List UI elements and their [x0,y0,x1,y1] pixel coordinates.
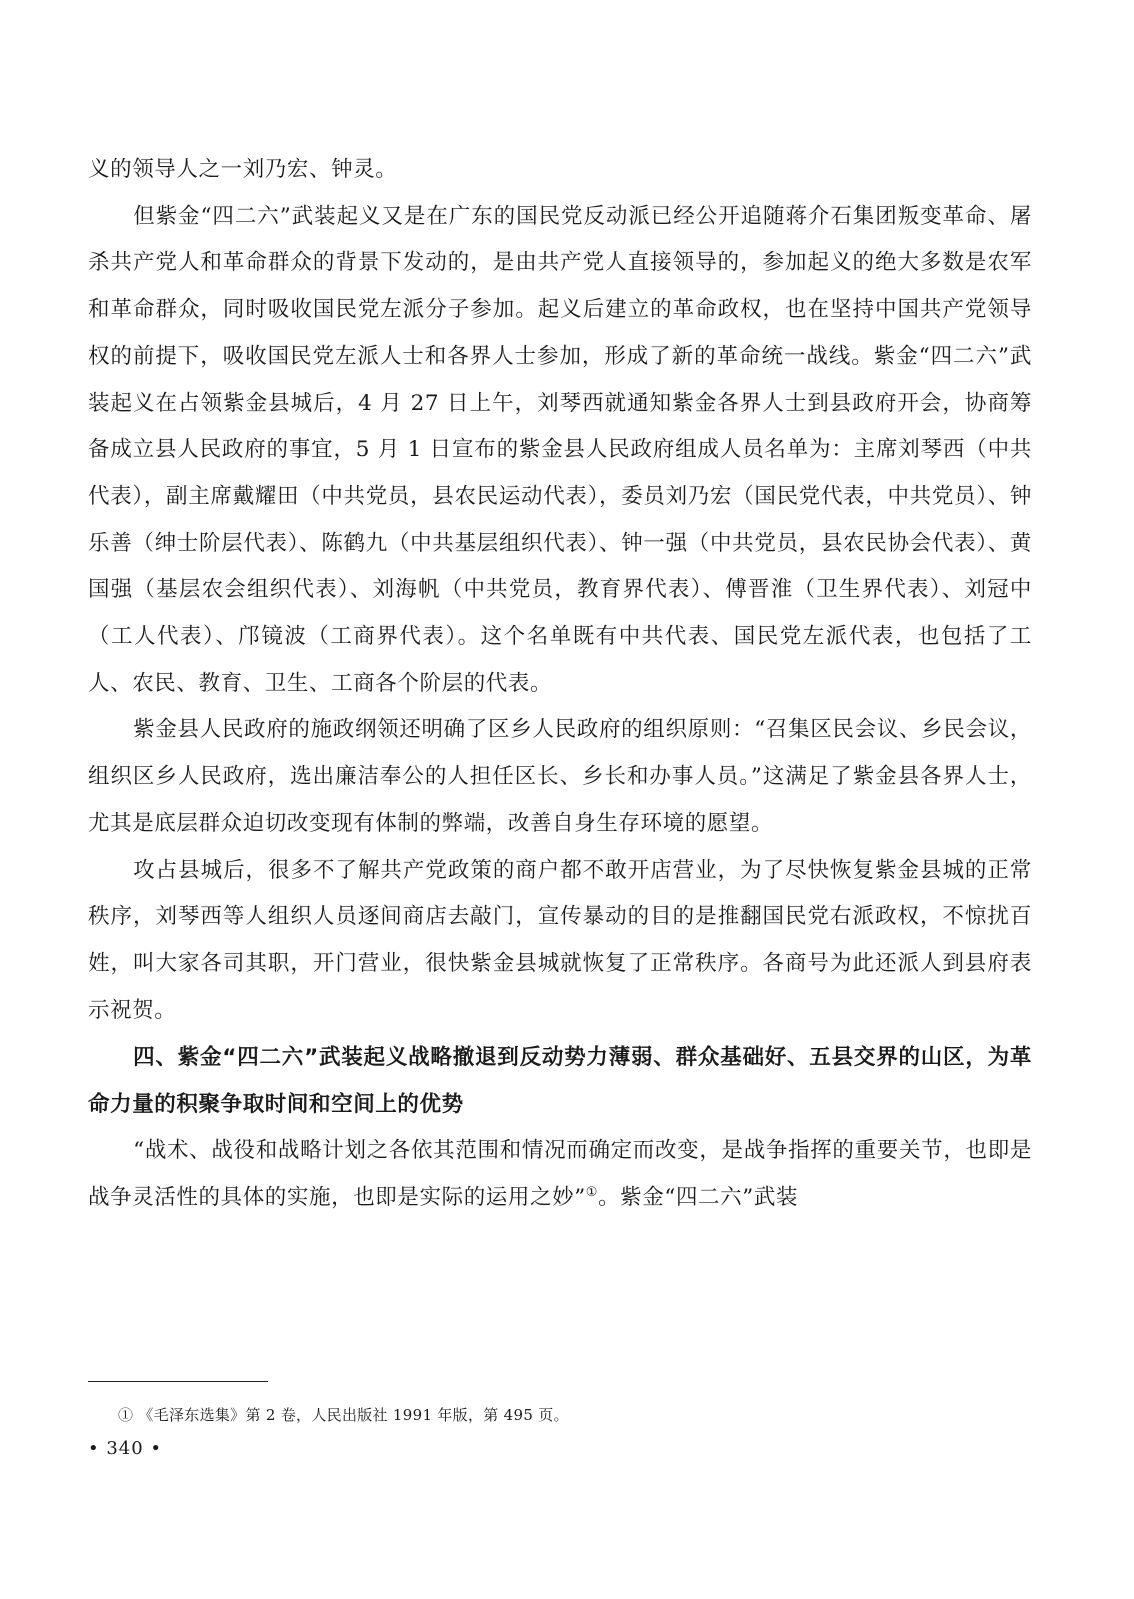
paragraph-strategy-quote [88,1128,1032,1221]
paragraph-restore-order: 攻占县城后，很多不了解共产党政策的商户都不敢开店营业，为了尽快恢复紫金县城的正常秩序，刘琴西等人组织人员逐间商店去敲门，宣传暴动的目的是推翻国民党右派政权，不惊扰百姓，叫大家各司其职，开门营业，很快紫金县城就恢复了正常秩序。各商号为此还派人到县府表示祝贺。 [88,857,1032,1023]
paragraph-continuation: 义的领导人之一刘乃宏、钟灵。 [88,157,398,182]
section-heading: 四、紫金“四二六”武装起义战略撤退到反动势力薄弱、群众基础好、五县交界的山区，为革命力量的积聚争取时间和空间上的优势 [88,1045,1032,1118]
quote-continuation: 。紫金“四二六”武装 [598,1185,799,1211]
paragraph-revolutionary-government: 但紫金“四二六”武装起义又是在广东的国民党反动派已经公开追随蒋介石集团叛变革命、屠杀共产党人和革命群众的背景下发动的，是由共产党人直接领导的，参加起义的绝大多数是农军和革命群众，同时吸收国民党左派分子参加。起义后建立的革命政权，也在坚持中国共产党领导权的前提下，吸收国民党左派人士和各界人士参加，形成了新的革命统一战线。紫金“四二六”武装起义在占领紫金县城后，4 月 27 日上午，刘琴西就通知紫金各界人士到县政府开会，协商筹备成立县人民政府的事宜，5 月 1 日宣布的紫金县人民政府组成人员名单为：主席刘琴西（中共代表），副主席戴耀田（中共党员，县农民运动代表），委员刘乃宏（国民党代表，中共党员）、钟乐善（绅士阶层代表）、陈鹤九（中共基层组织代表）、钟一强（中共党员，县农民协会代表）、黄国强（基层农会组织代表）、刘海帆（中共党员，教育界代表）、傅晋淮（卫生界代表）、刘冠中（工人代表）、邝镜波（工商界代表）。这个名单既有中共代表、国民党左派代表，也包括了工人、农民、教育、卫生、工商各个阶层的代表。 [88,203,1032,696]
footnote-text: ① 《毛泽东选集》第 2 卷，人民出版社 1991 年版，第 495 页。 [118,1406,569,1424]
quote-text: “战术、战役和战略计划之各依其范围和情况而确定而改变，是战争指挥的重要关节，也即是战争灵活性的具体的实施，也即是实际的运用之妙” [88,1138,1032,1211]
body-text [88,147,1032,1222]
page-number: • 340 • [88,1438,163,1459]
footnote-divider [88,1381,268,1382]
paragraph-governing-program: 紫金县人民政府的施政纲领还明确了区乡人民政府的组织原则：“召集区民会议、乡民会议，组织区乡人民政府，选出廉洁奉公的人担任区长、乡长和办事人员。”这满足了紫金县各界人士，尤其是底层群众迫切改变现有体制的弊端，改善自身生存环境的愿望。 [88,717,1032,836]
footnote-reference[interactable]: ① [585,1184,599,1200]
